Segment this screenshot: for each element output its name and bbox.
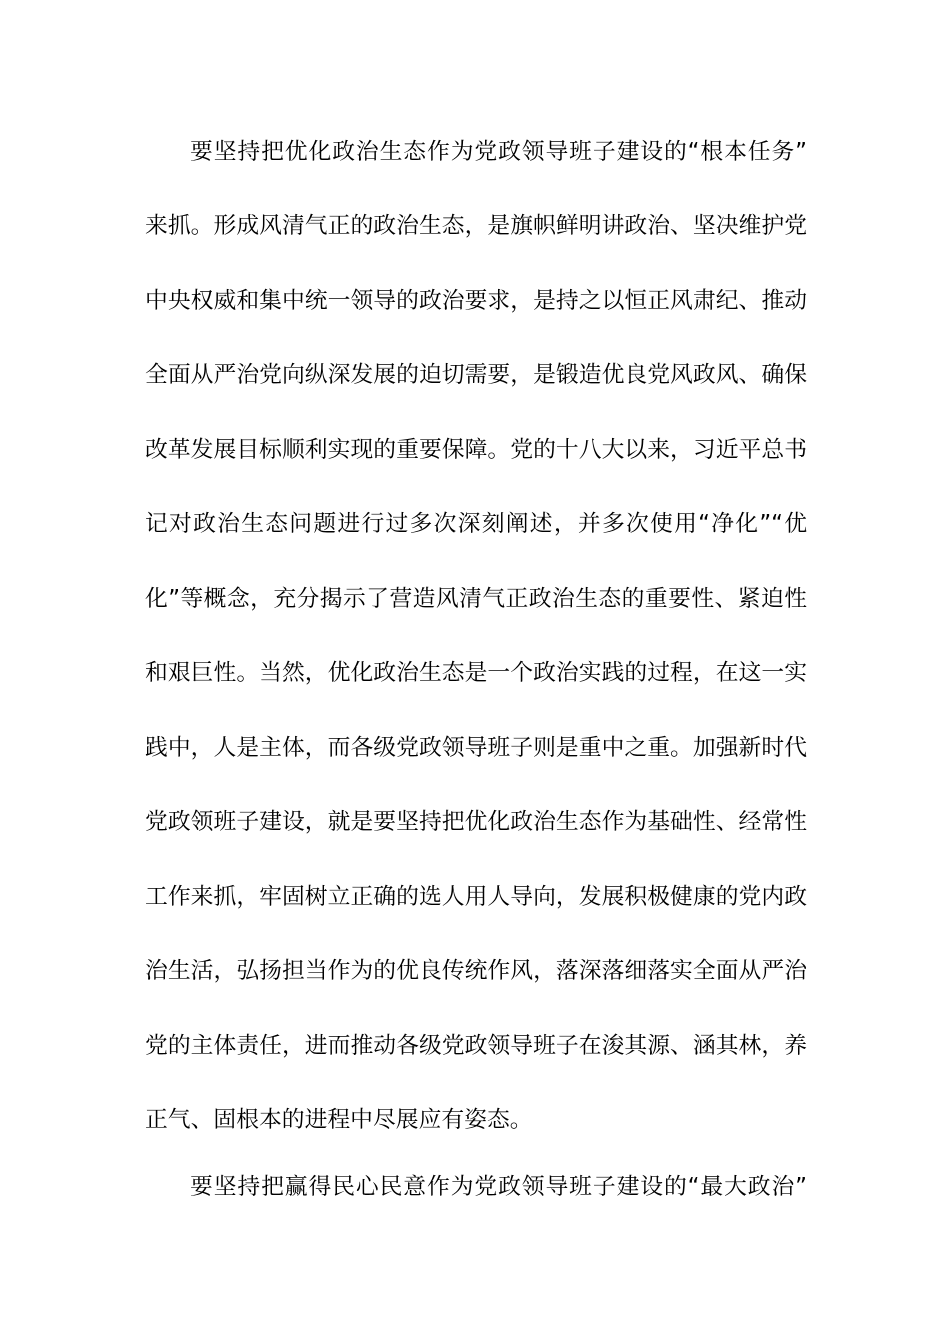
paragraph-1-line-5: 改革发展目标顺利实现的重要保障。党的十八大以来，习近平总书 (145, 437, 807, 463)
paragraph-1-line-7: 化”等概念，充分揭示了营造风清气正政治生态的重要性、紧迫性 (145, 586, 807, 612)
paragraph-1-line-4: 全面从严治党向纵深发展的迫切需要，是锻造优良党风政风、确保 (145, 362, 807, 388)
paragraph-1-line-12: 治生活，弘扬担当作为的优良传统作风，落深落细落实全面从严治 (145, 958, 807, 984)
paragraph-1-line-3: 中央权威和集中统一领导的政治要求，是持之以恒正风肃纪、推动 (145, 288, 807, 314)
paragraph-1-line-6: 记对政治生态问题进行过多次深刻阐述，并多次使用“净化”“优 (145, 511, 807, 537)
paragraph-1-line-1: 要坚持把优化政治生态作为党政领导班子建设的“根本任务” (190, 139, 807, 165)
paragraph-1-line-9: 践中，人是主体，而各级党政领导班子则是重中之重。加强新时代 (145, 735, 807, 761)
paragraph-1-line-11: 工作来抓，牢固树立正确的选人用人导向，发展积极健康的党内政 (145, 884, 807, 910)
paragraph-1-line-2: 来抓。形成风清气正的政治生态，是旗帜鲜明讲政治、坚决维护党 (145, 213, 807, 239)
paragraph-1-line-10: 党政领班子建设，就是要坚持把优化政治生态作为基础性、经常性 (145, 809, 807, 835)
paragraph-1-line-8: 和艰巨性。当然，优化政治生态是一个政治实践的过程，在这一实 (145, 660, 807, 686)
paragraph-2-line-1: 要坚持把赢得民心民意作为党政领导班子建设的“最大政治” (190, 1174, 807, 1200)
paragraph-1-line-14: 正气、固根本的进程中尽展应有姿态。 (145, 1107, 533, 1133)
paragraph-1-line-13: 党的主体责任，进而推动各级党政领导班子在浚其源、涵其林，养 (145, 1033, 807, 1059)
